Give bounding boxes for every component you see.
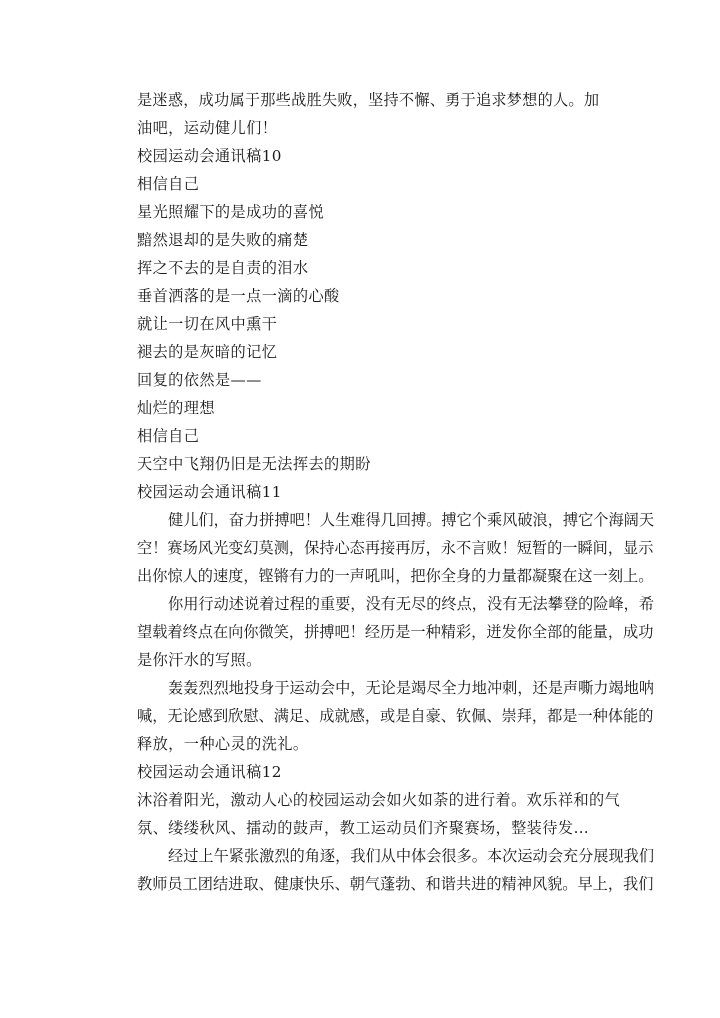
poem-line: 天空中飞翔仍旧是无法挥去的期盼	[137, 455, 371, 473]
poem-line: 回复的依然是——	[137, 371, 262, 389]
paragraph-line: 沐浴着阳光，激动人心的校园运动会如火如荼的进行着。欢乐祥和的气	[137, 791, 621, 809]
poem-line: 相信自己	[137, 427, 200, 445]
paragraph-line: 氛、缕缕秋风、擂动的鼓声，教工运动员们齐聚赛场，整装待发…	[137, 819, 590, 837]
paragraph-line: 你用行动述说着过程的重要，没有无尽的终点，没有无法攀登的险峰，希	[168, 595, 654, 613]
paragraph-line: 望载着终点在向你微笑，拼搏吧！经历是一种精彩，迸发你全部的能量，成功	[137, 623, 654, 641]
text-line: 油吧，运动健儿们！	[137, 119, 278, 137]
paragraph-line: 出你惊人的速度，铿锵有力的一声吼叫，把你全身的力量都凝聚在这一刻上。	[137, 567, 654, 585]
poem-line: 星光照耀下的是成功的喜悦	[137, 203, 325, 221]
paragraph-line: 经过上午紧张激烈的角逐，我们从中体会很多。本次运动会充分展现我们	[168, 847, 654, 865]
poem-line: 垂首洒落的是一点一滴的心酸	[137, 287, 340, 305]
paragraph-line: 释放，一种心灵的洗礼。	[137, 735, 309, 753]
poem-line: 黯然退却的是失败的痛楚	[137, 231, 309, 249]
paragraph-line: 教师员工团结进取、健康快乐、朝气蓬勃、和谐共进的精神风貌。早上，我们	[137, 875, 654, 893]
poem-line: 相信自己	[137, 175, 200, 193]
poem-line: 褪去的是灰暗的记忆	[137, 343, 278, 361]
paragraph-line: 健儿们，奋力拼搏吧！人生难得几回搏。搏它个乘风破浪，搏它个海阔天	[168, 511, 654, 529]
section-heading: 校园运动会通讯稿12	[137, 763, 282, 781]
paragraph-line: 是你汗水的写照。	[137, 651, 262, 669]
poem-line: 灿烂的理想	[137, 399, 215, 417]
poem-line: 挥之不去的是自责的泪水	[137, 259, 309, 277]
paragraph-line: 空！赛场风光变幻莫测，保持心态再接再厉，永不言败！短暂的一瞬间，显示	[137, 539, 654, 557]
paragraph-line: 喊，无论感到欣慰、满足、成就感，或是自豪、钦佩、崇拜，都是一种体能的	[137, 707, 654, 725]
text-line: 是迷惑，成功属于那些战胜失败，坚持不懈、勇于追求梦想的人。加	[137, 91, 599, 109]
section-heading: 校园运动会通讯稿11	[137, 483, 282, 501]
poem-line: 就让一切在风中熏干	[137, 315, 278, 333]
paragraph-line: 轰轰烈烈地投身于运动会中，无论是竭尽全力地冲刺，还是声嘶力竭地呐	[168, 679, 654, 697]
section-heading: 校园运动会通讯稿10	[137, 147, 282, 165]
